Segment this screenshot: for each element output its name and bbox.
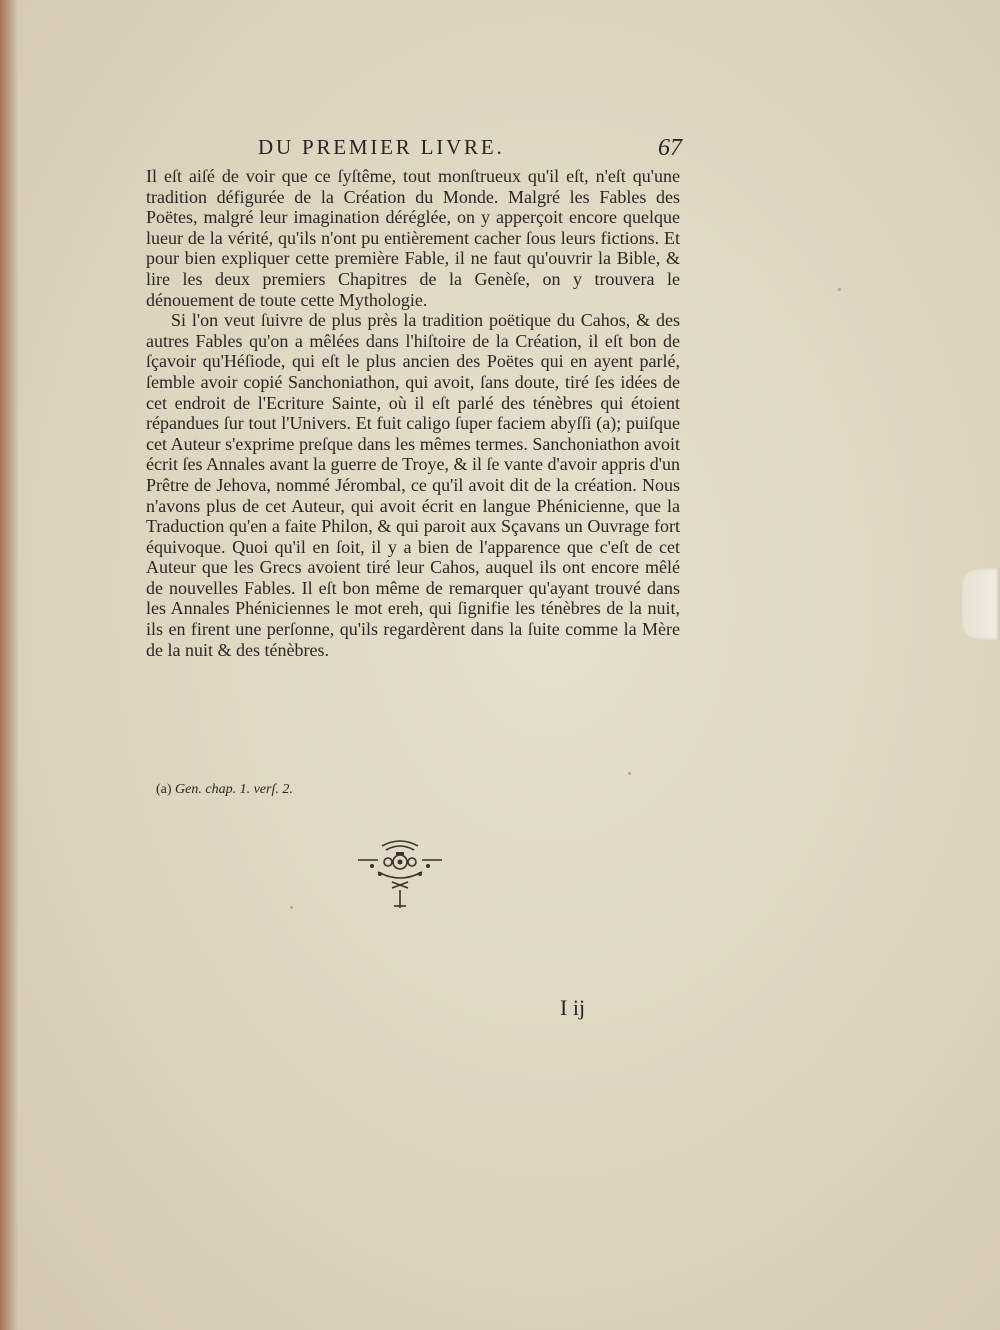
printer-ornament-icon <box>352 836 448 916</box>
footnote-marker: (a) <box>156 782 172 797</box>
page-tab-marker <box>962 568 1000 640</box>
paper-speck <box>628 772 631 775</box>
paragraph: Si l'on veut ſuivre de plus près la tradition poëtique du Cahos, & des autres Fables qu'on a mêlées dans l'hiſtoire de la Création, il eſt bon de ſçavoir qu'Héſiode, qui eſt le plus ancien des Poëtes qui en ayent parlé, ſemble avoir copié Sanchoniathon, qui avoit, ſans doute, tiré ſes idées de cet endroit de l'Ecriture Sainte, où il eſt parlé des ténèbres qui étoient répandues ſur tout l'Univers. Et fuit caligo ſuper faciem abyſſi (a); puiſque cet Auteur s'exprime preſque dans les mêmes termes. Sanchoniathon avoit écrit ſes Annales avant la guerre de Troye, & il ſe vante d'avoir appris d'un Prêtre de Jehova, nommé Jérombal, ce qu'il avoit dit de la création. Nous n'avons plus de cet Auteur, qui avoit écrit en langue Phénicienne, que la Traduction qu'en a faite Philon, & qui paroit aux Sçavans un Ouvrage fort équivoque. Quoi qu'il en ſoit, il y a bien de l'apparence que c'eſt de cet Auteur que les Grecs avoient tiré leur Cahos, auquel ils ont encore mêlé de nouvelles Fables. Il eſt bon même de remarquer qu'ayant trouvé dans les Annales Phéniciennes le mot ereh, qui ſignifie les ténèbres de la nuit, ils en firent une perſonne, qu'ils regardèrent dans la ſuite comme la Mère de la nuit & des ténèbres. <box>146 310 680 660</box>
paper-speck <box>290 906 293 909</box>
page-gutter-edge <box>0 0 18 1330</box>
paper-speck <box>838 288 841 291</box>
page-header <box>258 133 682 165</box>
signature-mark: I ij <box>560 995 586 1020</box>
page-number: 67 <box>658 135 682 161</box>
running-head: DU PREMIER LIVRE. <box>258 135 505 159</box>
paragraph: Il eſt aiſé de voir que ce ſyſtême, tout monſtrueux qu'il eſt, n'eſt qu'une tradition défigurée de la Création du Monde. Malgré les Fables des Poëtes, malgré leur imagination déréglée, on y apperçoit encore quelque lueur de la vérité, qu'ils n'ont pu entièrement cacher ſous leurs fictions. Et pour bien expliquer cette première Fable, il ne faut qu'ouvrir la Bible, & lire les deux premiers Chapitres de la Genèſe, on y trouvera le dénouement de toute cette Mythologie. <box>146 166 680 310</box>
main-text <box>146 166 680 660</box>
footnote-reference: Gen. chap. 1. verſ. 2. <box>175 782 293 797</box>
footnote <box>156 782 456 798</box>
